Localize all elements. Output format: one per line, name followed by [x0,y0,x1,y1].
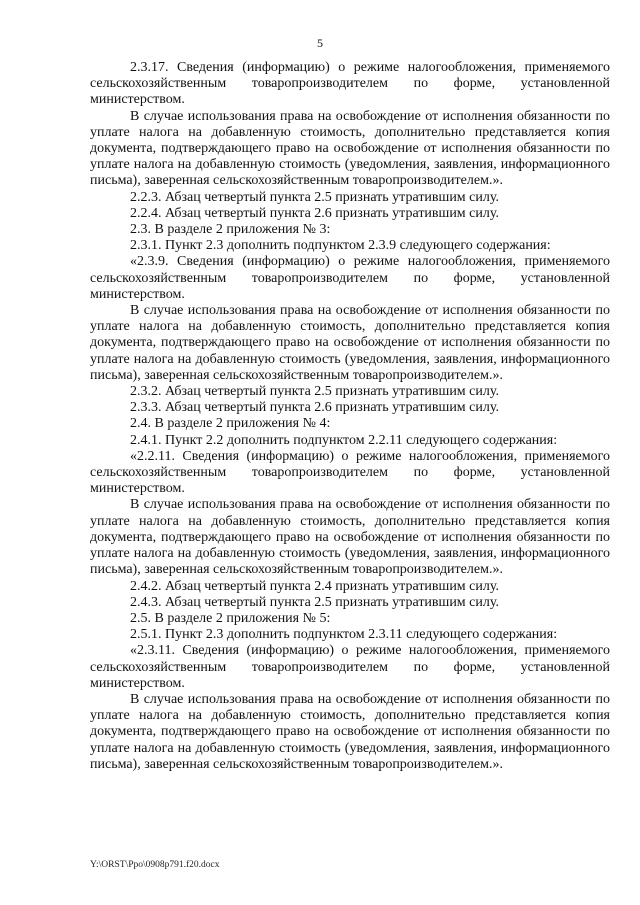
paragraph: 2.3.2. Абзац четвертый пункта 2.5 признать утратившим силу. [130,384,499,400]
paragraph: «2.2.11. Сведения (информацию) о режиме налогообложения, применяемого сельскохозяйственным товаропроизводителем по форме, установленной министерством. [90,448,610,497]
paragraph: 2.5.1. Пункт 2.3 дополнить подпунктом 2.3.11 следующего содержания: [130,627,558,643]
paragraph: 2.3.17. Сведения (информацию) о режиме налогообложения, применяемого сельскохозяйственным товаропроизводителем по форме, установленной министерством. [90,60,610,108]
paragraph: 2.3.1. Пункт 2.3 дополнить подпунктом 2.3.9 следующего содержания: [130,238,551,254]
paragraph: 2.5. В разделе 2 приложения № 5: [130,610,331,626]
paragraph: 2.4.2. Абзац четвертый пункта 2.4 признать утратившим силу. [130,578,499,594]
paragraph: 2.3. В разделе 2 приложения № 3: [130,222,331,238]
paragraph: «2.3.11. Сведения (информацию) о режиме налогообложения, применяемого сельскохозяйственным товаропроизводителем по форме, установленной министерством. [90,643,610,691]
paragraph: «2.3.9. Сведения (информацию) о режиме налогообложения, применяемого сельскохозяйственным товаропроизводителем по форме, установленной министерством. [90,254,610,302]
paragraph: В случае использования права на освобождение от исполнения обязанности по уплате налога на добавленную стоимость, дополнительно представляется копия документа, подтверждающего право на освобождение от исполнения обязанности по уплате налога на добавленную стоимость (уведомления, заявления, информационного письма), заверенная сельскохозяйственным товаропроизводителем.». [90,497,610,578]
paragraph: 2.4. В разделе 2 приложения № 4: [130,416,331,432]
paragraph: 2.3.3. Абзац четвертый пункта 2.6 признать утратившим силу. [130,400,499,416]
paragraph: В случае использования права на освобождение от исполнения обязанности по уплате налога на добавленную стоимость, дополнительно представляется копия документа, подтверждающего право на освобождение от исполнения обязанности по уплате налога на добавленную стоимость (уведомления, заявления, информационного письма), заверенная сельскохозяйственным товаропроизводителем.». [90,691,610,772]
paragraph: 2.4.1. Пункт 2.2 дополнить подпунктом 2.2.11 следующего содержания: [130,432,558,448]
paragraph: 2.4.3. Абзац четвертый пункта 2.5 признать утратившим силу. [130,594,499,610]
paragraph: В случае использования права на освобождение от исполнения обязанности по уплате налога на добавленную стоимость, дополнительно представляется копия документа, подтверждающего право на освобождение от исполнения обязанности по уплате налога на добавленную стоимость (уведомления, заявления, информационного письма), заверенная сельскохозяйственным товаропроизводителем.». [90,108,610,189]
document-body [90,60,610,773]
paragraph: 2.2.4. Абзац четвертый пункта 2.6 признать утратившим силу. [130,205,499,221]
page-number: 5 [317,36,323,50]
paragraph: 2.2.3. Абзац четвертый пункта 2.5 признать утратившим силу. [130,189,499,205]
file-path-footer: Y:\ORST\Ppo\0908p791.f20.docx [90,860,220,870]
paragraph: В случае использования права на освобождение от исполнения обязанности по уплате налога на добавленную стоимость, дополнительно представляется копия документа, подтверждающего право на освобождение от исполнения обязанности по уплате налога на добавленную стоимость (уведомления, заявления, информационного письма), заверенная сельскохозяйственным товаропроизводителем.». [90,303,610,383]
